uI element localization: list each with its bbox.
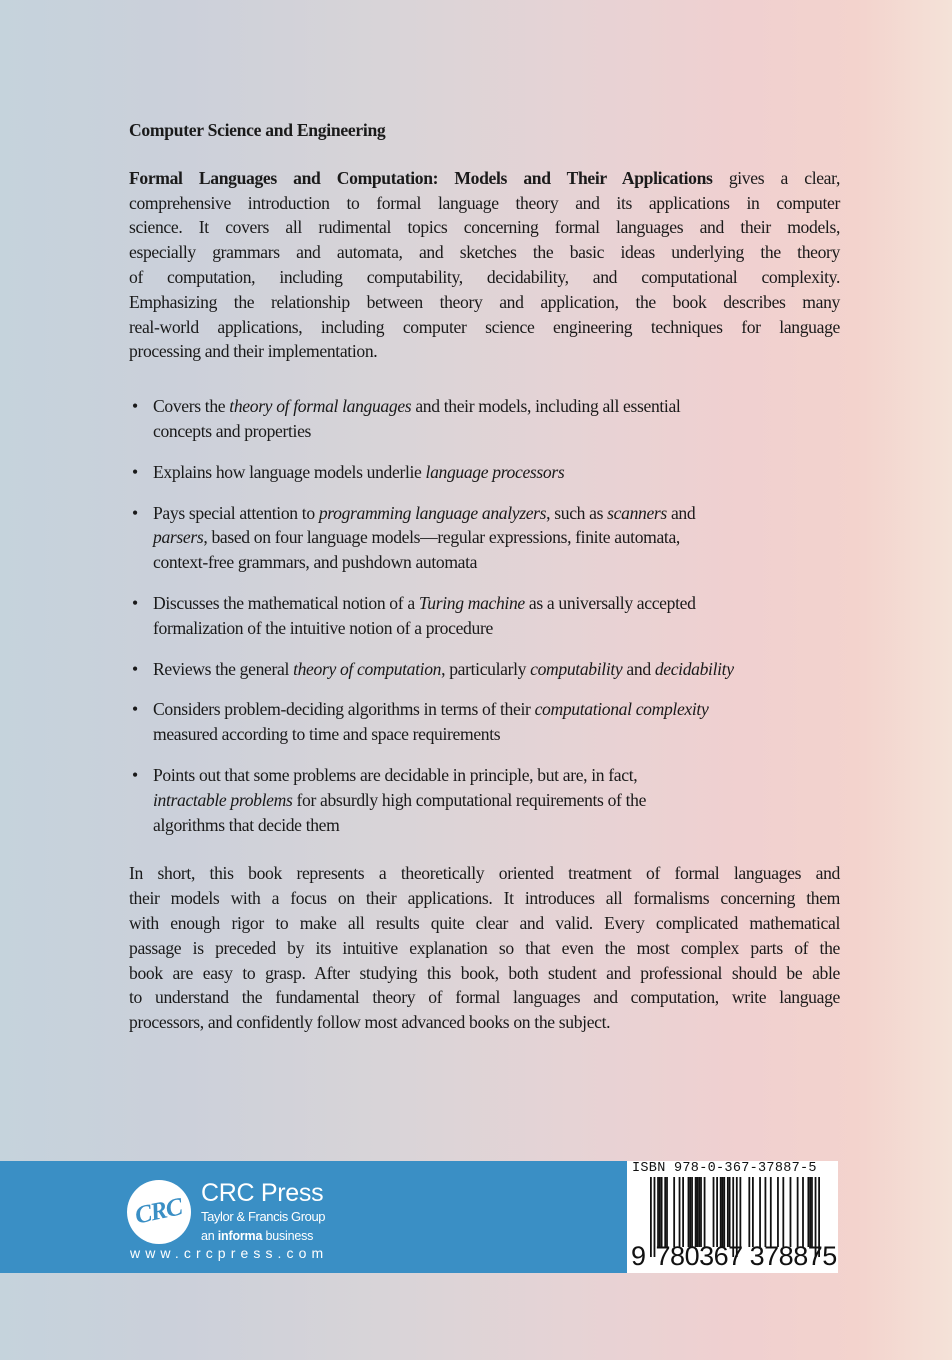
feature-line: Points out that some problems are decidable in principle, but are, in fact, [153,764,638,785]
summary-paragraph [129,861,840,1035]
barcode-bar [720,1177,722,1247]
barcode-bar [716,1177,718,1247]
barcode-bar [704,1177,706,1247]
feature-line: intractable problems for absurdly high computational requirements of the [153,789,647,810]
barcode-bar [691,1177,693,1247]
feature-list-item [132,763,853,837]
feature-list [129,394,853,837]
book-title: Formal Languages and Computation: Models and Their Applications [129,167,713,188]
barcode-bar [759,1177,761,1247]
bullet-icon: • [132,396,138,417]
barcode-bar [688,1177,690,1247]
isbn-barcode [627,1161,838,1273]
feature-line: Pays special attention to programming language analyzers, such as scanners and [153,502,696,523]
isbn-label: ISBN 978-0-367-37887-5 [632,1161,817,1176]
barcode-bar [698,1177,700,1247]
bullet-icon: • [132,658,138,679]
section-label: Computer Science and Engineering [129,120,386,140]
feature-line: measured according to time and space requirements [153,724,501,745]
barcode-bar [713,1177,715,1247]
feature-list-item [132,697,853,747]
intro-line: processing and their implementation. [129,341,378,362]
barcode-bar [682,1177,684,1247]
barcode-bar [765,1177,767,1247]
publisher-group: Taylor & Francis Group [201,1209,326,1224]
feature-line: context-free grammars, and pushdown automata [153,552,478,573]
back-cover-text [129,118,840,1035]
barcode-bar [666,1177,668,1247]
summary-line: processors, and confidently follow most advanced books on the subject. [129,1012,611,1033]
barcode-bar [809,1177,811,1247]
barcode-bar [729,1177,731,1247]
feature-line: Covers the theory of formal languages and their models, including all essential [153,396,681,417]
barcode-bar [697,1177,699,1247]
barcode-bar [695,1177,697,1247]
bullet-icon: • [132,592,138,613]
barcode-bar [770,1177,772,1247]
feature-line: Discusses the mathematical notion of a Turing machine as a universally accepted [153,592,696,613]
publisher-tagline: an informa business [201,1229,314,1243]
summary-line: with enough rigor to make all results quite clear and valid. Every complicated mathematical [129,912,840,933]
barcode-bar [777,1177,779,1247]
crc-logo-icon: CRC [127,1180,191,1244]
summary-line: book are easy to grasp. After studying this book, both student and professional should be able [129,962,840,983]
intro-line: Formal Languages and Computation: Models and Their Applications gives a clear, [129,167,840,188]
feature-line: formalization of the intuitive notion of a procedure [153,617,493,638]
intro-paragraph [129,166,840,364]
barcode-bar [752,1177,754,1247]
barcode-bar [807,1177,809,1247]
feature-line: algorithms that decide them [153,814,340,835]
barcode-bar [739,1177,741,1247]
barcode-bar [664,1177,666,1247]
bullet-icon: • [132,764,138,785]
summary-line: to understand the fundamental theory of formal languages and computation, write language [129,987,840,1008]
feature-list-item [132,591,853,641]
barcode-bar [673,1177,675,1247]
barcode-bar [679,1177,681,1247]
barcode-bar [661,1177,663,1247]
feature-line: Considers problem-deciding algorithms in terms of their computational complexity [153,699,709,720]
barcode-bar [790,1177,792,1247]
barcode-bar [722,1177,724,1247]
feature-line: Explains how language models underlie language processors [153,461,565,482]
feature-line: parsers, based on four language models—regular expressions, finite automata, [153,527,680,548]
bullet-icon: • [132,461,138,482]
barcode-bar [782,1177,784,1247]
intro-line: comprehensive introduction to formal language theory and its applications in computer [129,192,840,213]
feature-line: Reviews the general theory of computation, particularly computability and decidability [153,658,734,679]
barcode-bar [802,1177,804,1247]
barcode-bar [797,1177,799,1247]
feature-list-item [132,501,853,575]
summary-line: In short, this book represents a theoretically oriented treatment of formal languages and [129,863,840,884]
bullet-icon: • [132,699,138,720]
feature-list-item [132,394,853,444]
barcode-bar [723,1177,725,1247]
summary-line: passage is preceded by its intuitive explanation so that even the most complex parts of the [129,937,840,958]
barcode-bar [689,1177,691,1247]
barcode-bar [659,1177,661,1247]
barcode-bar [657,1177,659,1247]
barcode-digits: 9 780367 378875 [631,1241,837,1271]
intro-line: real-world applications, including computer science engineering techniques for language [129,316,840,337]
bullet-icon: • [132,502,138,523]
summary-line: their models with a focus on their applications. It introduces all formalisms concerning them [129,888,840,909]
feature-list-item [132,460,853,485]
feature-list-item [132,657,853,682]
barcode-bar [700,1177,702,1247]
intro-line: of computation, including computability, decidability, and computational complexity. [129,266,840,287]
publisher-name: CRC Press [201,1179,324,1207]
intro-line: especially grammars and automata, and sketches the basic ideas underlying the theory [129,242,840,263]
intro-line: Emphasizing the relationship between theory and application, the book describes many [129,291,840,312]
intro-line: science. It covers all rudimental topics concerning formal languages and their models, [129,217,840,238]
barcode-bar [811,1177,813,1247]
barcode-bar [727,1177,729,1247]
feature-line: concepts and properties [153,420,312,441]
barcode-bar [748,1177,750,1247]
publisher-url: www.crcpress.com [130,1245,329,1261]
